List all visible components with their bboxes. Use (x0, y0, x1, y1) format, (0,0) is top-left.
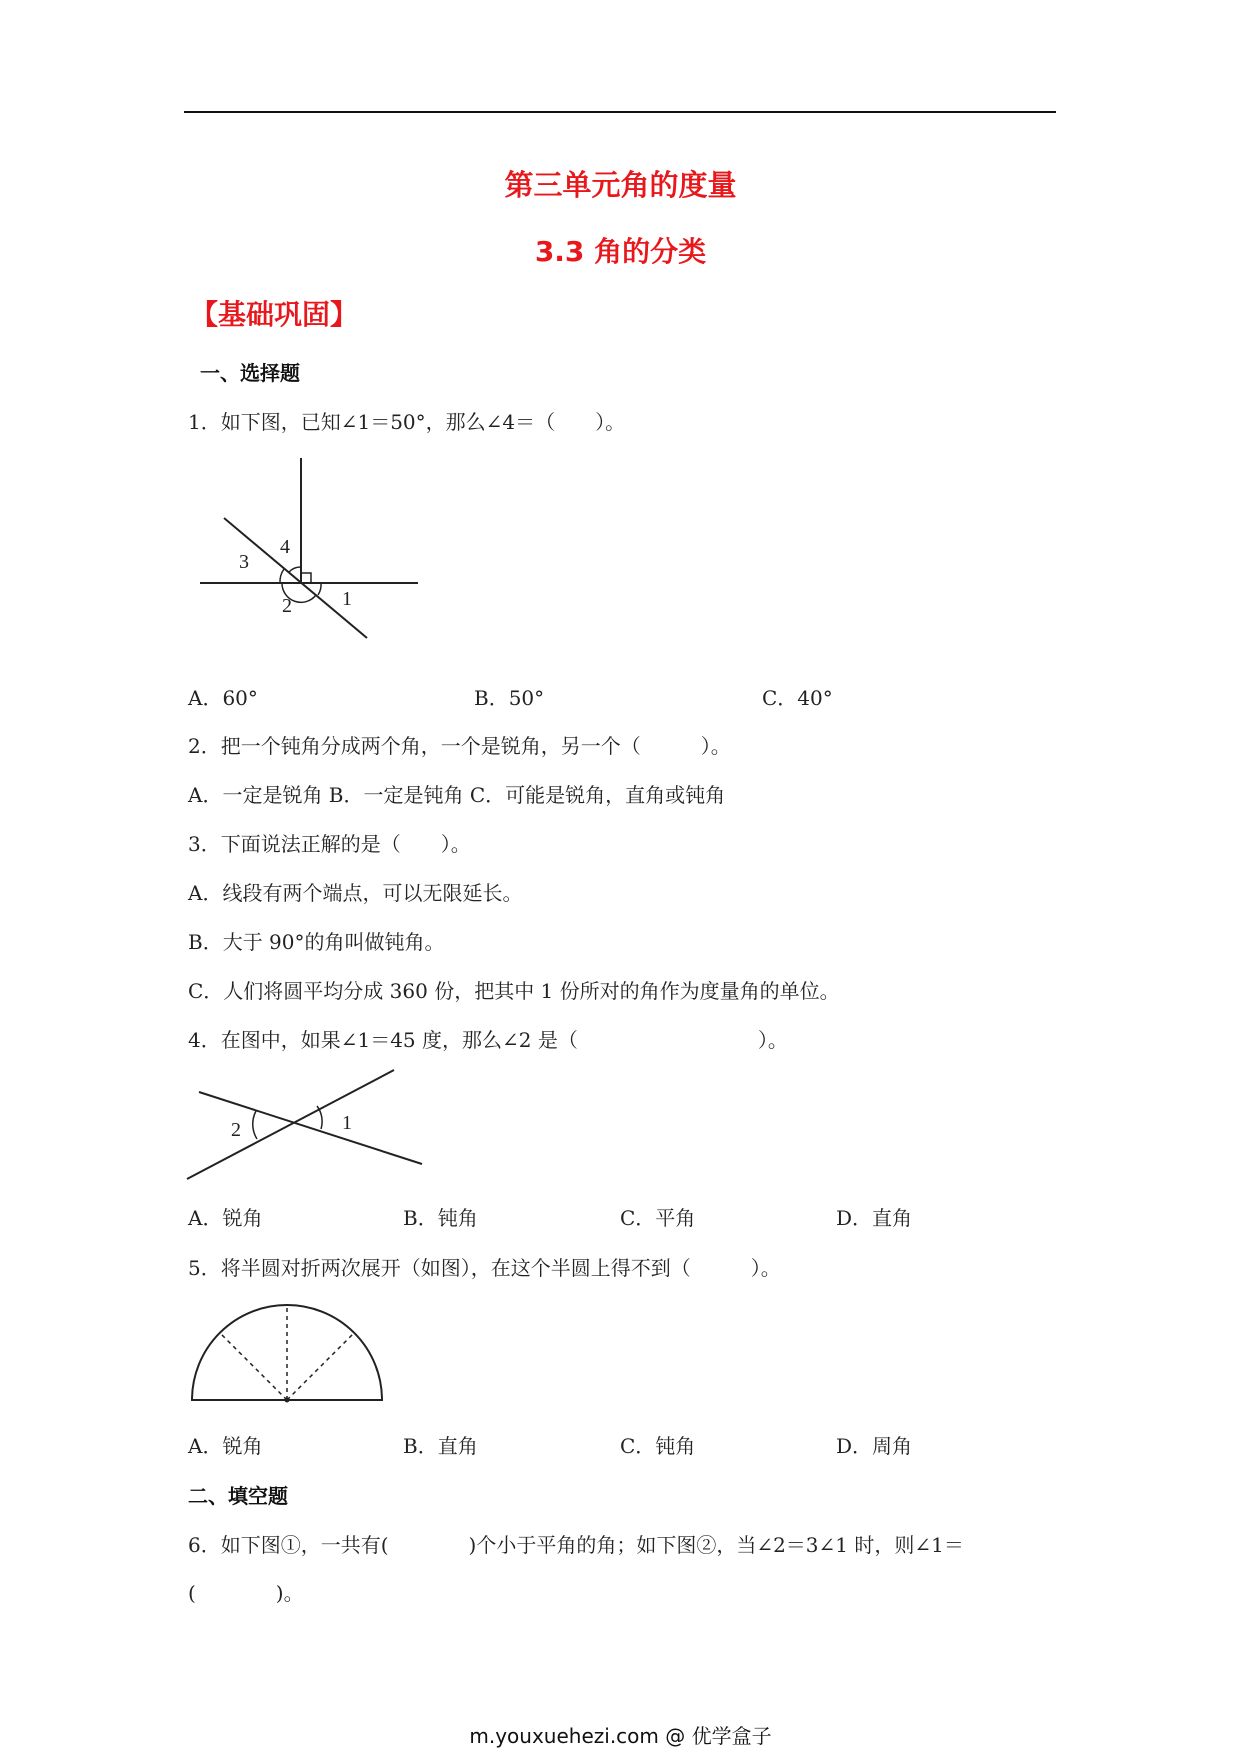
question-3: 3．下面说法正解的是（ ）。 (188, 832, 471, 856)
q5-option-c: C．钝角 (620, 1434, 696, 1458)
question-1: 1．如下图，已知∠1＝50°，那么∠4＝（ ）。 (188, 410, 626, 434)
q1-label-3: 3 (239, 551, 249, 573)
header-rule (184, 111, 1056, 113)
q4-label-1: 1 (342, 1112, 352, 1134)
question-6-line2: ( )。 (188, 1581, 304, 1605)
q1-label-2: 2 (282, 595, 292, 617)
q4-option-d: D．直角 (836, 1206, 913, 1230)
q1-label-1: 1 (342, 588, 352, 610)
q1-figure (190, 450, 430, 650)
q1-option-b: B．50° (474, 686, 545, 710)
q3-option-b: B．大于 90°的角叫做钝角。 (188, 930, 445, 954)
question-2: 2．把一个钝角分成两个角，一个是锐角，另一个（ ）。 (188, 734, 731, 758)
q5-option-b: B．直角 (403, 1434, 478, 1458)
q4-figure (185, 1065, 425, 1190)
part2-heading: 二、填空题 (188, 1484, 288, 1508)
q5-option-d: D．周角 (836, 1434, 913, 1458)
q5-option-a: A．锐角 (188, 1434, 263, 1458)
q4-option-c: C．平角 (620, 1206, 696, 1230)
lesson-title: 3.3 角的分类 (534, 235, 707, 268)
q3-option-a: A．线段有两个端点，可以无限延长。 (188, 881, 523, 905)
unit-title: 第三单元角的度量 (504, 168, 737, 202)
question-5: 5．将半圆对折两次展开（如图），在这个半圆上得不到（ ）。 (188, 1256, 781, 1280)
q2-options: A．一定是锐角 B．一定是钝角 C．可能是锐角，直角或钝角 (188, 783, 726, 807)
q5-semicircle-figure (190, 1300, 386, 1405)
q1-option-c: C．40° (762, 686, 833, 710)
question-4: 4．在图中，如果∠1＝45 度，那么∠2 是（ ）。 (188, 1028, 788, 1052)
q1-option-a: A．60° (188, 686, 258, 710)
q3-option-c: C．人们将圆平均分成 360 份，把其中 1 份所对的角作为度量角的单位。 (188, 979, 840, 1003)
q4-option-b: B．钝角 (403, 1206, 478, 1230)
footer-watermark: m.youxuehezi.com @ 优学盒子 (469, 1724, 772, 1748)
q4-option-a: A．锐角 (188, 1206, 263, 1230)
q1-label-4: 4 (280, 536, 290, 558)
question-6-line1: 6．如下图①，一共有( )个小于平角的角；如下图②，当∠2＝3∠1 时，则∠1＝ (188, 1533, 964, 1557)
q4-label-2: 2 (231, 1119, 241, 1141)
section-label: 【基础巩固】 (190, 298, 359, 331)
part1-heading: 一、选择题 (200, 361, 300, 385)
